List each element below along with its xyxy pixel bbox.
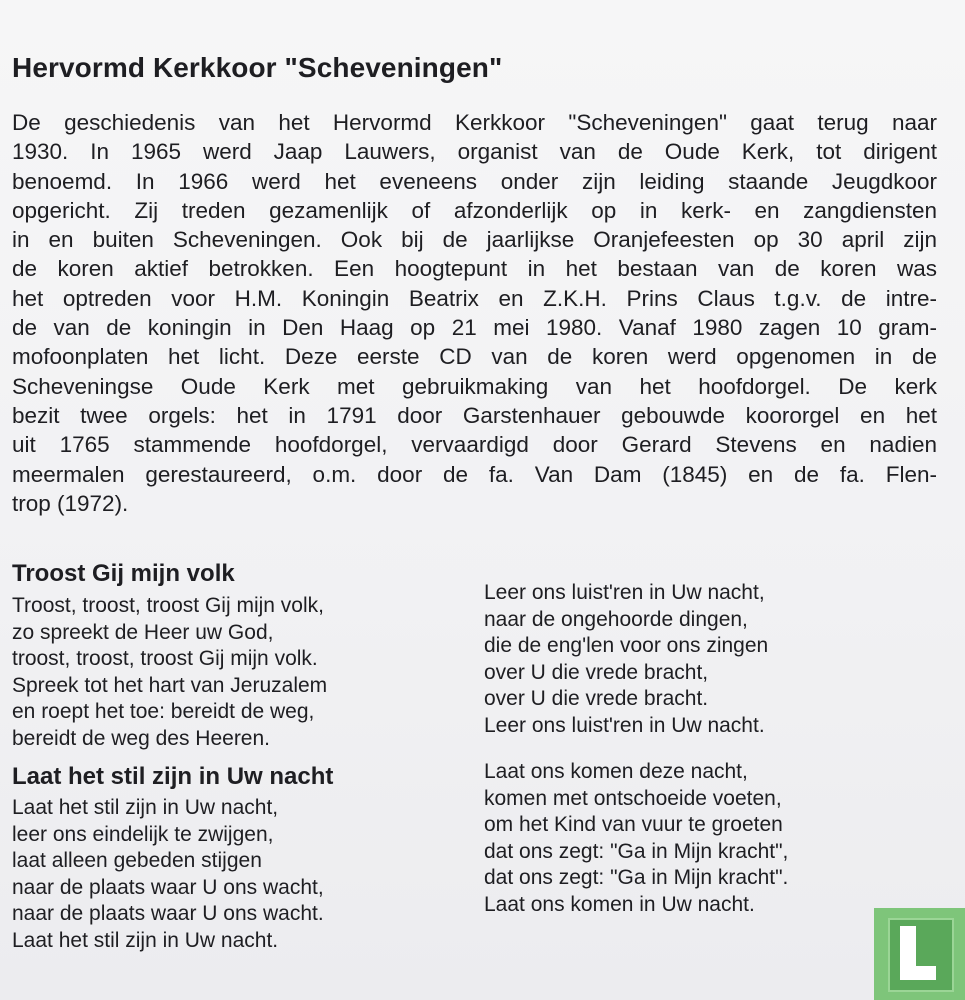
page-title: Hervormd Kerkkoor "Scheveningen" (12, 52, 503, 83)
verse-line: naar de plaats waar U ons wacht, (12, 875, 324, 899)
hymn-heading-stil: Laat het stil zijn in Uw nacht (12, 763, 334, 790)
intro-line: meermalen gerestaureerd, o.m. door de fa. Van Dam (1845) en de fa. Flen- (12, 461, 937, 487)
intro-line: de koren aktief betrokken. Een hoogtepunt in het bestaan van de koren was (12, 256, 937, 282)
intro-line: in en buiten Scheveningen. Ook bij de jaarlijkse Oranjefeesten op 30 april zijn (12, 227, 937, 253)
verse-line: om het Kind van vuur te groeten (484, 813, 783, 836)
intro-line: Scheveningse Oude Kerk met gebruikmaking van het hoofdorgel. De kerk (12, 373, 937, 399)
logo-frame (888, 918, 954, 992)
intro-line: uit 1765 stammende hoofdorgel, vervaardigd door Gerard Stevens en nadien (12, 432, 937, 458)
verse-line: komen met ontschoeide voeten, (484, 786, 782, 810)
intro-line: opgericht. Zij treden gezamenlijk of afzonderlijk op in kerk- en zangdiensten (12, 197, 937, 223)
verse-line: Leer ons luist'ren in Uw nacht, (484, 581, 765, 604)
hymn-verse-stil-3 (484, 759, 788, 918)
verse-line: Laat ons komen deze nacht, (484, 760, 748, 783)
logo-l-foot (900, 966, 936, 980)
hymn-heading-troost: Troost Gij mijn volk (12, 560, 235, 587)
intro-line: mofoonplaten het licht. Deze eerste CD van de koren werd opgenomen in de (12, 344, 937, 370)
intro-paragraph (12, 108, 937, 518)
verse-line: Laat het stil zijn in Uw nacht, (12, 796, 279, 819)
verse-line: en roept het toe: bereidt de weg, (12, 700, 315, 723)
hymn-verse-stil-2 (484, 580, 768, 739)
verse-line: leer ons eindelijk te zwijgen, (12, 822, 274, 846)
verse-line: laat alleen gebeden stijgen (12, 849, 262, 872)
verse-line: dat ons zegt: "Ga in Mijn kracht". (484, 866, 789, 889)
intro-line: bezit twee orgels: het in 1791 door Garstenhauer gebouwde koororgel en het (12, 402, 937, 428)
intro-line: het optreden voor H.M. Koningin Beatrix en Z.K.H. Prins Claus t.g.v. de intre- (12, 285, 937, 311)
verse-line: Laat ons komen in Uw nacht. (484, 892, 755, 916)
verse-line: Laat het stil zijn in Uw nacht. (12, 928, 279, 952)
verse-line: over U die vrede bracht, (484, 660, 709, 684)
verse-line: Spreek tot het hart van Jeruzalem (12, 673, 328, 697)
hymn-verse-stil-1 (12, 795, 324, 954)
intro-line: de van de koningin in Den Haag op 21 mei 1980. Vanaf 1980 zagen 10 gram- (12, 315, 937, 341)
verse-line: naar de plaats waar U ons wacht. (12, 902, 324, 925)
verse-line: Troost, troost, troost Gij mijn volk, (12, 594, 324, 617)
intro-line: trop (1972). (12, 490, 129, 516)
lastdodo-logo-icon (874, 908, 965, 1000)
verse-line: dat ons zegt: "Ga in Mijn kracht", (484, 839, 789, 863)
verse-line: bereidt de weg des Heeren. (12, 726, 270, 750)
verse-line: zo spreekt de Heer uw God, (12, 620, 274, 644)
verse-line: Leer ons luist'ren in Uw nacht. (484, 713, 765, 737)
verse-line: over U die vrede bracht. (484, 687, 709, 710)
intro-line: benoemd. In 1966 werd het eveneens onder zijn leiding staande Jeugdkoor (12, 168, 937, 194)
verse-line: troost, troost, troost Gij mijn volk. (12, 647, 318, 670)
verse-line: die de eng'len voor ons zingen (484, 634, 769, 657)
hymn-verse-troost (12, 593, 327, 752)
verse-line: naar de ongehoorde dingen, (484, 607, 748, 631)
intro-line: 1930. In 1965 werd Jaap Lauwers, organist van de Oude Kerk, tot dirigent (12, 139, 937, 165)
intro-line: De geschiedenis van het Hervormd Kerkkoor "Scheveningen" gaat terug naar (12, 110, 937, 135)
